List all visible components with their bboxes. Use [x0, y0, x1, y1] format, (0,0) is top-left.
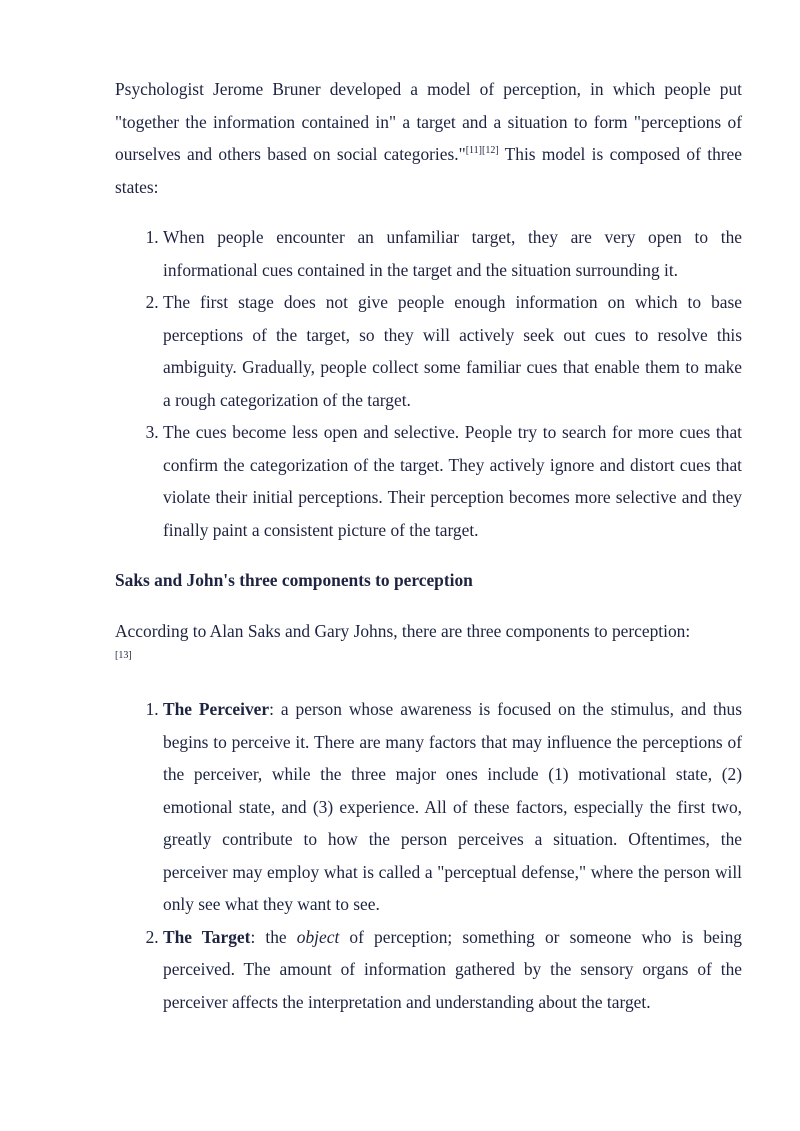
bruner-states-list	[115, 221, 742, 546]
list-item	[163, 921, 742, 1019]
term-target: The Target	[163, 926, 251, 947]
list-item: 1. When people encounter an unfamiliar target, they are very open to the informational cues contained in the target and the situation surrounding it.	[163, 221, 742, 286]
citation-11-12[interactable]: [11][12]	[465, 145, 499, 156]
section-heading: Saks and John's three components to perception	[115, 570, 473, 590]
intro-text-end: This model is composed of three states:	[115, 144, 742, 197]
list-item: 2. The first stage does not give people enough information on which to base perceptions of the target, so they will actively seek out cues to resolve this ambiguity. Gradually, people collect some familiar cues that enable them to make a rough categorization of the target.	[163, 286, 742, 416]
intro-paragraph	[115, 73, 742, 203]
list-item	[163, 693, 742, 921]
citation-13[interactable]: [13]	[115, 650, 132, 661]
emphasis-object: object	[296, 926, 340, 947]
saks-text: According to Alan Saks and Gary Johns, there are three components to perception:	[115, 620, 691, 641]
target-description-start: : the	[250, 926, 297, 947]
intro-text: Psychologist Jerome Bruner developed a model of perception, in which people put "together the information contained in" a target and a situation to form "perceptions of ourselves and others based on social categories."	[115, 79, 742, 164]
list-item: 3. The cues become less open and selective. People try to search for more cues that confirm the categorization of the target. They actively ignore and distort cues that violate their initial perceptions. Their perception becomes more selective and they finally paint a consistent picture of the target.	[163, 416, 742, 546]
term-perceiver: The Perceiver	[163, 699, 270, 719]
components-list	[115, 693, 742, 1018]
target-description-end: of perception; something or someone who is being perceived. The amount of information gathered by the sensory organs of the perceiver affects the interpretation and understanding about the target.	[163, 926, 742, 1012]
saks-paragraph	[115, 615, 742, 664]
document-page	[115, 73, 742, 1018]
perceiver-description: : a person whose awareness is focused on the stimulus, and thus begins to perceive it. There are many factors that may influence the perceptions of the perceiver, while the three major ones include (1) motivational state, (2) emotional state, and (3) experience. All of these factors, especially the first two, greatly contribute to how the person perceives a situation. Oftentimes, the perceiver may employ what is called a "perceptual defense," where the person will only see what they want to see.	[163, 699, 742, 914]
